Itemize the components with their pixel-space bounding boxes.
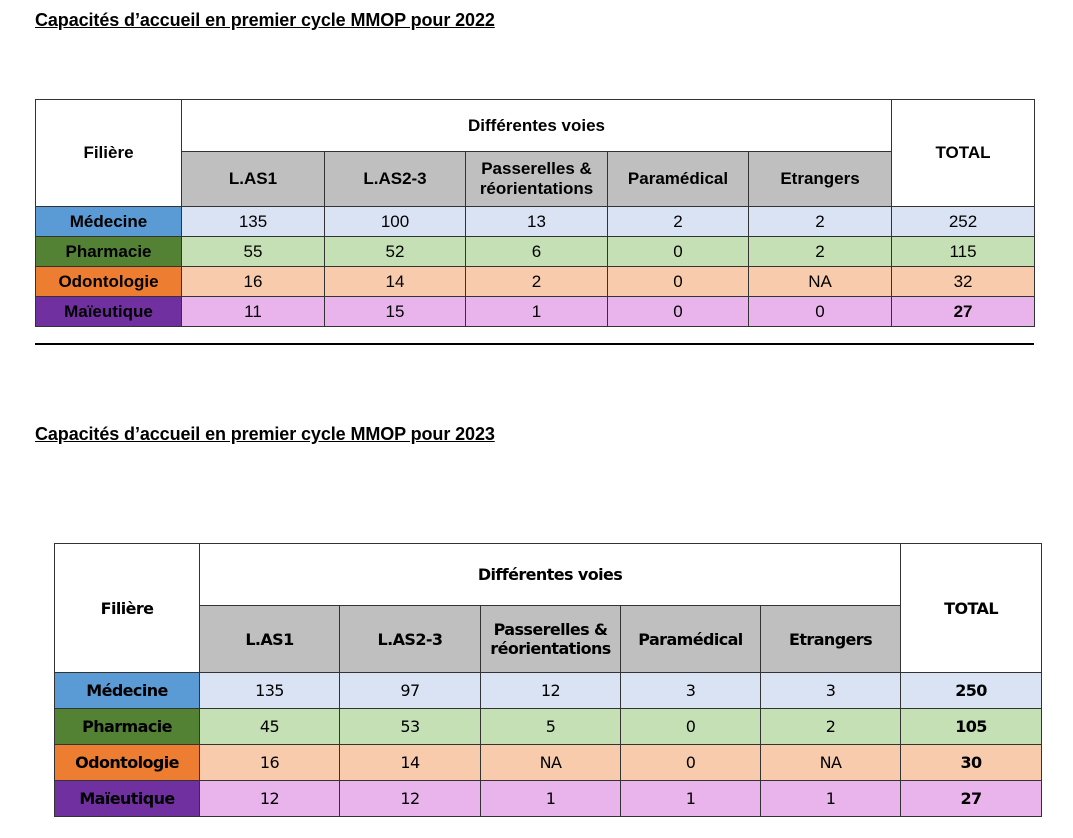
cell-value: 45 [200, 709, 340, 745]
cell-value: 3 [761, 673, 901, 709]
cell-value: 14 [340, 745, 481, 781]
row-label-medecine: Médecine [55, 673, 200, 709]
cell-value: NA [761, 745, 901, 781]
row-label-odontologie: Odontologie [36, 267, 182, 297]
header-passerelles: Passerelles & réorientations [466, 152, 608, 207]
cell-total: 30 [901, 745, 1042, 781]
cell-value: 2 [761, 709, 901, 745]
cell-value: 1 [761, 781, 901, 817]
cell-value: 0 [749, 297, 892, 327]
cell-value: 52 [325, 237, 466, 267]
cell-total: 27 [892, 297, 1035, 327]
header-voies: Différentes voies [200, 544, 901, 606]
header-total: TOTAL [892, 100, 1035, 207]
cell-value: 2 [749, 207, 892, 237]
cell-value: 14 [325, 267, 466, 297]
cell-value: 2 [466, 267, 608, 297]
header-las2-3: L.AS2-3 [325, 152, 466, 207]
cell-value: 16 [182, 267, 325, 297]
cell-value: NA [481, 745, 621, 781]
capacity-table-2022 [35, 99, 1035, 327]
row-label-pharmacie: Pharmacie [36, 237, 182, 267]
cell-value: 1 [466, 297, 608, 327]
cell-value: 3 [621, 673, 761, 709]
header-total: TOTAL [901, 544, 1042, 673]
table-2022-bottom-rule [35, 343, 1034, 345]
row-label-maieutique: Maïeutique [36, 297, 182, 327]
cell-value: 16 [200, 745, 340, 781]
table-row [36, 297, 1035, 327]
cell-value: 0 [608, 297, 749, 327]
cell-value: 6 [466, 237, 608, 267]
title-2023: Capacités d’accueil en premier cycle MMOP pour 2023 [35, 424, 495, 444]
cell-total: 27 [901, 781, 1042, 817]
capacity-table-2023 [54, 543, 1042, 817]
header-las1: L.AS1 [182, 152, 325, 207]
cell-value: 1 [481, 781, 621, 817]
cell-value: 135 [200, 673, 340, 709]
row-label-medecine: Médecine [36, 207, 182, 237]
cell-value: 100 [325, 207, 466, 237]
table-row [36, 207, 1035, 237]
row-label-maieutique: Maïeutique [55, 781, 200, 817]
header-passerelles: Passerelles & réorientations [481, 606, 621, 673]
cell-value: 0 [621, 709, 761, 745]
header-las1: L.AS1 [200, 606, 340, 673]
cell-total: 250 [901, 673, 1042, 709]
cell-value: 53 [340, 709, 481, 745]
header-paramedical: Paramédical [608, 152, 749, 207]
cell-value: 0 [608, 267, 749, 297]
cell-value: 13 [466, 207, 608, 237]
cell-value: 0 [621, 745, 761, 781]
cell-value: NA [749, 267, 892, 297]
cell-value: 55 [182, 237, 325, 267]
cell-value: 12 [200, 781, 340, 817]
row-label-odontologie: Odontologie [55, 745, 200, 781]
cell-value: 15 [325, 297, 466, 327]
row-label-pharmacie: Pharmacie [55, 709, 200, 745]
cell-value: 1 [621, 781, 761, 817]
cell-value: 11 [182, 297, 325, 327]
table-row [55, 781, 1042, 817]
header-voies: Différentes voies [182, 100, 892, 152]
title-2022: Capacités d’accueil en premier cycle MMOP pour 2022 [35, 10, 495, 30]
header-etrangers: Etrangers [749, 152, 892, 207]
table-row [36, 237, 1035, 267]
cell-total: 32 [892, 267, 1035, 297]
cell-total: 115 [892, 237, 1035, 267]
table-row [36, 267, 1035, 297]
header-paramedical: Paramédical [621, 606, 761, 673]
cell-total: 252 [892, 207, 1035, 237]
cell-value: 2 [608, 207, 749, 237]
cell-value: 2 [749, 237, 892, 267]
cell-value: 135 [182, 207, 325, 237]
table-row [55, 745, 1042, 781]
cell-value: 12 [340, 781, 481, 817]
cell-value: 5 [481, 709, 621, 745]
cell-total: 105 [901, 709, 1042, 745]
header-filiere: Filière [55, 544, 200, 673]
header-las2-3: L.AS2-3 [340, 606, 481, 673]
table-row [55, 709, 1042, 745]
cell-value: 12 [481, 673, 621, 709]
table-row [55, 673, 1042, 709]
cell-value: 97 [340, 673, 481, 709]
header-filiere: Filière [36, 100, 182, 207]
header-etrangers: Etrangers [761, 606, 901, 673]
cell-value: 0 [608, 237, 749, 267]
